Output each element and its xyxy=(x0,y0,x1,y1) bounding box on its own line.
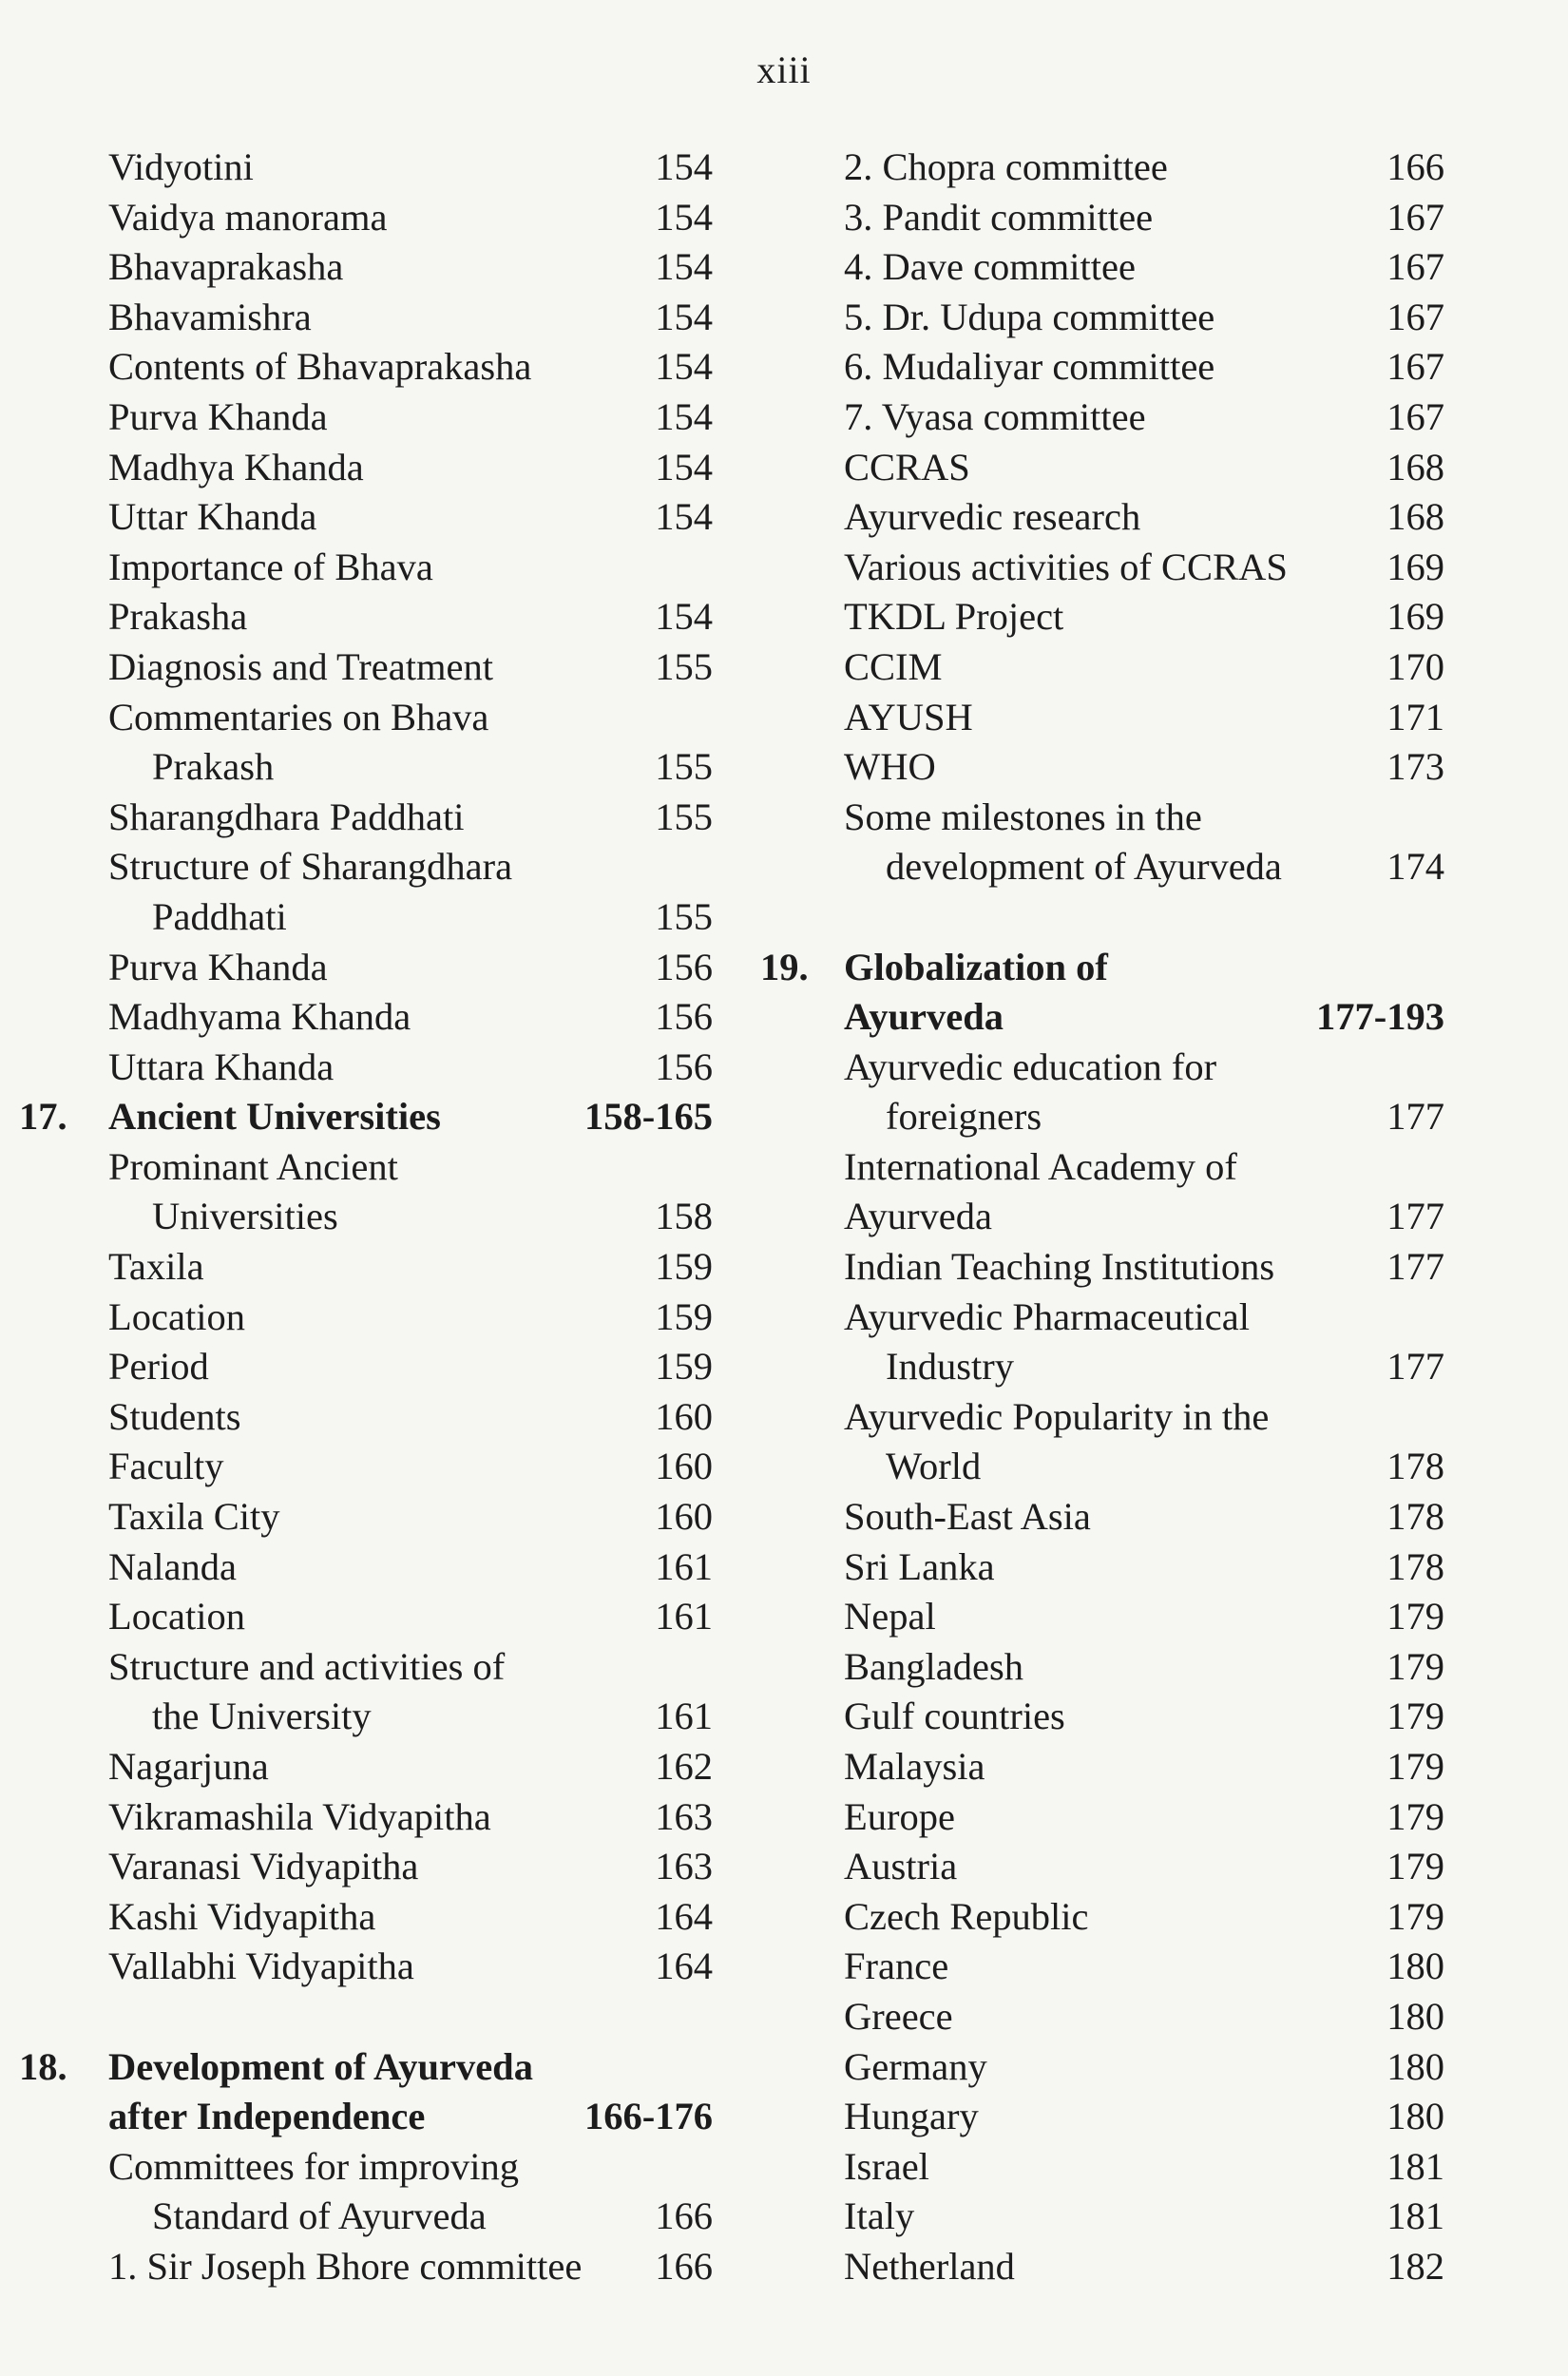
entry-title: Varanasi Vidyapitha xyxy=(108,1845,419,1888)
entry-title: 4. Dave committee xyxy=(844,245,1137,289)
entry-title: Structure and activities of xyxy=(108,1644,506,1688)
entry-title: 1. Sir Joseph Bhore committee xyxy=(108,2244,583,2288)
entry-title: Vidyotini xyxy=(108,145,254,188)
entry-title: Commentaries on Bhava xyxy=(108,695,489,738)
entry-title: Ayurveda xyxy=(844,995,1004,1039)
toc-chapter-entry xyxy=(760,992,1444,1043)
entry-title: Contents of Bhavaprakasha xyxy=(108,345,532,389)
toc-entry xyxy=(760,1692,1444,1742)
entry-title: Ancient Universities xyxy=(108,1095,441,1139)
entry-title: Vikramashila Vidyapitha xyxy=(108,1794,491,1838)
entry-page-number: 182 xyxy=(1386,2244,1444,2288)
entry-title: Prominant Ancient xyxy=(108,1144,398,1188)
entry-page-number: 164 xyxy=(655,1945,713,1988)
toc-entry xyxy=(760,1792,1444,1843)
entry-title: Israel xyxy=(844,2144,929,2188)
entry-page-number: 177-193 xyxy=(1316,995,1444,1039)
entry-page-number: 156 xyxy=(655,995,713,1039)
entry-title: Ayurvedic Popularity in the xyxy=(844,1394,1270,1438)
entry-page-number: 166-176 xyxy=(584,2095,713,2138)
entry-page-number: 162 xyxy=(655,1745,713,1788)
entry-page-number: 159 xyxy=(655,1345,713,1389)
toc-left-column xyxy=(19,143,713,2292)
toc-entry xyxy=(19,943,713,993)
entry-page-number: 177 xyxy=(1386,1245,1444,1289)
entry-title: Bangladesh xyxy=(844,1644,1023,1688)
entry-title: Kashi Vidyapitha xyxy=(108,1894,376,1938)
entry-title: 3. Pandit committee xyxy=(844,195,1154,239)
toc-entry xyxy=(19,992,713,1043)
toc-entry xyxy=(760,1092,1444,1142)
toc-entry xyxy=(19,1342,713,1392)
entry-title: Sharangdhara Paddhati xyxy=(108,795,465,838)
toc-entry xyxy=(760,592,1444,642)
entry-page-number: 154 xyxy=(655,495,713,539)
toc-entry xyxy=(19,1692,713,1742)
entry-page-number: 158 xyxy=(655,1195,713,1238)
toc-chapter-entry xyxy=(19,1092,713,1142)
toc-chapter-entry xyxy=(19,2092,713,2142)
entry-title: Taxila xyxy=(108,1245,204,1289)
entry-title: AYUSH xyxy=(844,695,973,738)
entry-page-number: 154 xyxy=(655,595,713,639)
entry-title: Structure of Sharangdhara xyxy=(108,845,513,889)
toc-entry xyxy=(760,842,1444,892)
toc-entry xyxy=(19,693,713,743)
entry-title: CCRAS xyxy=(844,445,970,489)
entry-page-number: 179 xyxy=(1386,1745,1444,1788)
entry-page-number: 161 xyxy=(655,1544,713,1588)
toc-entry xyxy=(19,1442,713,1492)
entry-title: Period xyxy=(108,1345,209,1389)
toc-spacer xyxy=(19,1992,713,2042)
entry-page-number: 163 xyxy=(655,1845,713,1888)
entry-title: 5. Dr. Udupa committee xyxy=(844,295,1215,338)
entry-title: Czech Republic xyxy=(844,1894,1089,1938)
entry-page-number: 154 xyxy=(655,245,713,289)
entry-title: Greece xyxy=(844,1994,953,2038)
toc-entry xyxy=(19,2142,713,2193)
toc-entry xyxy=(19,393,713,443)
toc-entry xyxy=(760,1142,1444,1193)
chapter-number: 18. xyxy=(19,2044,67,2088)
entry-page-number: 154 xyxy=(655,445,713,489)
toc-entry xyxy=(19,842,713,892)
entry-page-number: 161 xyxy=(655,1595,713,1638)
toc-entry xyxy=(760,242,1444,293)
toc-entry xyxy=(760,1992,1444,2042)
toc-entry xyxy=(760,1492,1444,1542)
entry-page-number: 181 xyxy=(1386,2194,1444,2238)
entry-page-number: 154 xyxy=(655,145,713,188)
entry-page-number: 168 xyxy=(1386,445,1444,489)
entry-page-number: 168 xyxy=(1386,495,1444,539)
entry-title: the University xyxy=(152,1695,372,1738)
toc-entry xyxy=(760,1342,1444,1392)
entry-page-number: 180 xyxy=(1386,2095,1444,2138)
entry-page-number: 154 xyxy=(655,195,713,239)
toc-entry xyxy=(19,1892,713,1943)
entry-title: Ayurvedic Pharmaceutical xyxy=(844,1294,1250,1338)
toc-entry xyxy=(760,1592,1444,1642)
entry-page-number: 161 xyxy=(655,1695,713,1738)
chapter-number: 17. xyxy=(19,1095,67,1139)
entry-title: 2. Chopra committee xyxy=(844,145,1168,188)
entry-title: 7. Vyasa committee xyxy=(844,394,1146,438)
entry-page-number: 180 xyxy=(1386,2044,1444,2088)
toc-entry xyxy=(760,143,1444,193)
entry-page-number: 155 xyxy=(655,795,713,838)
toc-entry xyxy=(19,1792,713,1843)
toc-entry xyxy=(760,1642,1444,1693)
toc-entry xyxy=(19,1842,713,1892)
entry-title: TKDL Project xyxy=(844,595,1064,639)
entry-title: foreigners xyxy=(886,1095,1042,1139)
entry-title: Madhya Khanda xyxy=(108,445,364,489)
entry-title: Students xyxy=(108,1394,241,1438)
entry-page-number: 178 xyxy=(1386,1544,1444,1588)
entry-page-number: 159 xyxy=(655,1245,713,1289)
toc-entry xyxy=(19,642,713,693)
toc-entry xyxy=(760,492,1444,543)
entry-title: Paddhati xyxy=(152,894,287,938)
toc-entry xyxy=(760,1293,1444,1343)
toc-entry xyxy=(760,2242,1444,2292)
entry-title: Globalization of xyxy=(844,945,1108,988)
entry-page-number: 170 xyxy=(1386,644,1444,688)
entry-page-number: 167 xyxy=(1386,295,1444,338)
entry-page-number: 167 xyxy=(1386,394,1444,438)
entry-title: Bhavaprakasha xyxy=(108,245,344,289)
toc-entry xyxy=(19,443,713,493)
entry-page-number: 179 xyxy=(1386,1894,1444,1938)
entry-page-number: 174 xyxy=(1386,845,1444,889)
toc-entry xyxy=(760,393,1444,443)
toc-entry xyxy=(19,1142,713,1193)
toc-entry xyxy=(760,1842,1444,1892)
entry-title: Bhavamishra xyxy=(108,295,312,338)
toc-entry xyxy=(19,543,713,593)
entry-page-number: 156 xyxy=(655,945,713,988)
entry-title: Diagnosis and Treatment xyxy=(108,644,493,688)
toc-entry xyxy=(760,1892,1444,1943)
toc-entry xyxy=(19,193,713,243)
entry-title: Austria xyxy=(844,1845,958,1888)
entry-title: Italy xyxy=(844,2194,915,2238)
entry-page-number: 158-165 xyxy=(584,1095,713,1139)
entry-page-number: 173 xyxy=(1386,745,1444,789)
toc-entry xyxy=(19,2242,713,2292)
entry-title: Nalanda xyxy=(108,1544,237,1588)
entry-page-number: 154 xyxy=(655,295,713,338)
toc-entry xyxy=(760,793,1444,843)
toc-entry xyxy=(19,342,713,393)
toc-entry xyxy=(760,193,1444,243)
toc-entry xyxy=(19,492,713,543)
toc-entry xyxy=(760,1242,1444,1293)
entry-title: Nepal xyxy=(844,1595,936,1638)
entry-title: Indian Teaching Institutions xyxy=(844,1245,1275,1289)
toc-entry xyxy=(760,342,1444,393)
toc-spacer xyxy=(760,892,1444,943)
entry-page-number: 177 xyxy=(1386,1195,1444,1238)
entry-title: Location xyxy=(108,1294,245,1338)
toc-entry xyxy=(19,742,713,793)
chapter-number: 19. xyxy=(760,945,809,988)
entry-page-number: 177 xyxy=(1386,1095,1444,1139)
toc-entry xyxy=(19,793,713,843)
toc-entry xyxy=(19,242,713,293)
entry-title: Europe xyxy=(844,1794,955,1838)
entry-title: Some milestones in the xyxy=(844,795,1202,838)
toc-entry xyxy=(760,1442,1444,1492)
toc-entry xyxy=(760,1192,1444,1242)
entry-page-number: 171 xyxy=(1386,695,1444,738)
entry-page-number: 159 xyxy=(655,1294,713,1338)
page-number: xiii xyxy=(756,48,812,91)
entry-page-number: 156 xyxy=(655,1044,713,1088)
entry-title: Ayurveda xyxy=(844,1195,992,1238)
entry-page-number: 179 xyxy=(1386,1845,1444,1888)
toc-entry xyxy=(19,1293,713,1343)
entry-title: Nagarjuna xyxy=(108,1745,269,1788)
entry-page-number: 177 xyxy=(1386,1345,1444,1389)
entry-page-number: 166 xyxy=(655,2194,713,2238)
toc-entry xyxy=(760,2192,1444,2242)
entry-title: after Independence xyxy=(108,2095,426,2138)
entry-title: Faculty xyxy=(108,1445,224,1488)
toc-entry xyxy=(19,1192,713,1242)
entry-title: Universities xyxy=(152,1195,338,1238)
entry-page-number: 154 xyxy=(655,394,713,438)
toc-entry xyxy=(760,642,1444,693)
entry-page-number: 163 xyxy=(655,1794,713,1838)
toc-entry xyxy=(760,1942,1444,1992)
entry-page-number: 155 xyxy=(655,745,713,789)
entry-title: Prakash xyxy=(152,745,275,789)
entry-page-number: 160 xyxy=(655,1495,713,1539)
entry-page-number: 167 xyxy=(1386,195,1444,239)
toc-entry xyxy=(19,1542,713,1593)
entry-page-number: 167 xyxy=(1386,245,1444,289)
entry-title: 6. Mudaliyar committee xyxy=(844,345,1215,389)
entry-page-number: 164 xyxy=(655,1894,713,1938)
entry-page-number: 166 xyxy=(655,2244,713,2288)
entry-title: Uttara Khanda xyxy=(108,1044,335,1088)
entry-title: Hungary xyxy=(844,2095,979,2138)
entry-title: Prakasha xyxy=(108,595,248,639)
toc-entry xyxy=(760,693,1444,743)
toc-entry xyxy=(19,293,713,343)
toc-entry xyxy=(760,1043,1444,1093)
entry-title: Malaysia xyxy=(844,1745,985,1788)
entry-title: Industry xyxy=(886,1345,1014,1389)
toc-entry xyxy=(760,2092,1444,2142)
toc-entry xyxy=(760,2142,1444,2193)
entry-page-number: 180 xyxy=(1386,1945,1444,1988)
entry-title: Standard of Ayurveda xyxy=(152,2194,487,2238)
toc-entry xyxy=(19,1043,713,1093)
toc-entry xyxy=(19,1592,713,1642)
toc-entry xyxy=(19,143,713,193)
entry-title: Germany xyxy=(844,2044,987,2088)
entry-page-number: 155 xyxy=(655,644,713,688)
entry-page-number: 178 xyxy=(1386,1445,1444,1488)
toc-entry xyxy=(760,2042,1444,2093)
entry-title: Development of Ayurveda xyxy=(108,2044,533,2088)
entry-title: Taxila City xyxy=(108,1495,280,1539)
entry-page-number: 179 xyxy=(1386,1595,1444,1638)
toc-entry xyxy=(760,443,1444,493)
entry-title: France xyxy=(844,1945,949,1988)
entry-page-number: 178 xyxy=(1386,1495,1444,1539)
entry-title: Sri Lanka xyxy=(844,1544,995,1588)
entry-page-number: 166 xyxy=(1386,145,1444,188)
entry-title: Uttar Khanda xyxy=(108,495,317,539)
entry-page-number: 181 xyxy=(1386,2144,1444,2188)
toc-entry xyxy=(19,2192,713,2242)
entry-title: Various activities of CCRAS xyxy=(844,545,1288,588)
entry-title: Committees for improving xyxy=(108,2144,519,2188)
toc-entry xyxy=(19,1942,713,1992)
toc-entry xyxy=(19,592,713,642)
entry-title: Ayurvedic research xyxy=(844,495,1141,539)
entry-title: Netherland xyxy=(844,2244,1015,2288)
entry-page-number: 160 xyxy=(655,1394,713,1438)
entry-page-number: 179 xyxy=(1386,1695,1444,1738)
entry-title: Purva Khanda xyxy=(108,394,328,438)
entry-title: WHO xyxy=(844,745,936,789)
entry-title: development of Ayurveda xyxy=(886,845,1282,889)
entry-page-number: 167 xyxy=(1386,345,1444,389)
toc-entry xyxy=(760,742,1444,793)
entry-title: World xyxy=(886,1445,982,1488)
toc-entry xyxy=(19,1642,713,1693)
toc-entry xyxy=(19,1392,713,1443)
entry-page-number: 160 xyxy=(655,1445,713,1488)
entry-title: Vaidya manorama xyxy=(108,195,388,239)
entry-page-number: 180 xyxy=(1386,1994,1444,2038)
entry-title: CCIM xyxy=(844,644,943,688)
entry-page-number: 169 xyxy=(1386,595,1444,639)
entry-page-number: 154 xyxy=(655,345,713,389)
toc-entry xyxy=(19,892,713,943)
entry-page-number: 179 xyxy=(1386,1644,1444,1688)
toc-entry xyxy=(760,543,1444,593)
entry-page-number: 179 xyxy=(1386,1794,1444,1838)
entry-title: Importance of Bhava xyxy=(108,545,433,588)
entry-title: Purva Khanda xyxy=(108,945,328,988)
entry-title: South-East Asia xyxy=(844,1495,1091,1539)
entry-title: International Academy of xyxy=(844,1144,1237,1188)
toc-right-column xyxy=(760,143,1444,2292)
entry-page-number: 155 xyxy=(655,894,713,938)
toc-entry xyxy=(19,1742,713,1792)
toc-entry xyxy=(760,293,1444,343)
toc-entry xyxy=(760,1392,1444,1443)
entry-title: Location xyxy=(108,1595,245,1638)
toc-entry xyxy=(760,1542,1444,1593)
entry-title: Madhyama Khanda xyxy=(108,995,411,1039)
entry-title: Gulf countries xyxy=(844,1695,1065,1738)
toc-chapter-entry xyxy=(760,943,1444,993)
entry-title: Ayurvedic education for xyxy=(844,1044,1217,1088)
toc-entry xyxy=(19,1242,713,1293)
entry-page-number: 169 xyxy=(1386,545,1444,588)
entry-title: Vallabhi Vidyapitha xyxy=(108,1945,414,1988)
toc-entry xyxy=(19,1492,713,1542)
toc-entry xyxy=(760,1742,1444,1792)
toc-chapter-entry xyxy=(19,2042,713,2093)
